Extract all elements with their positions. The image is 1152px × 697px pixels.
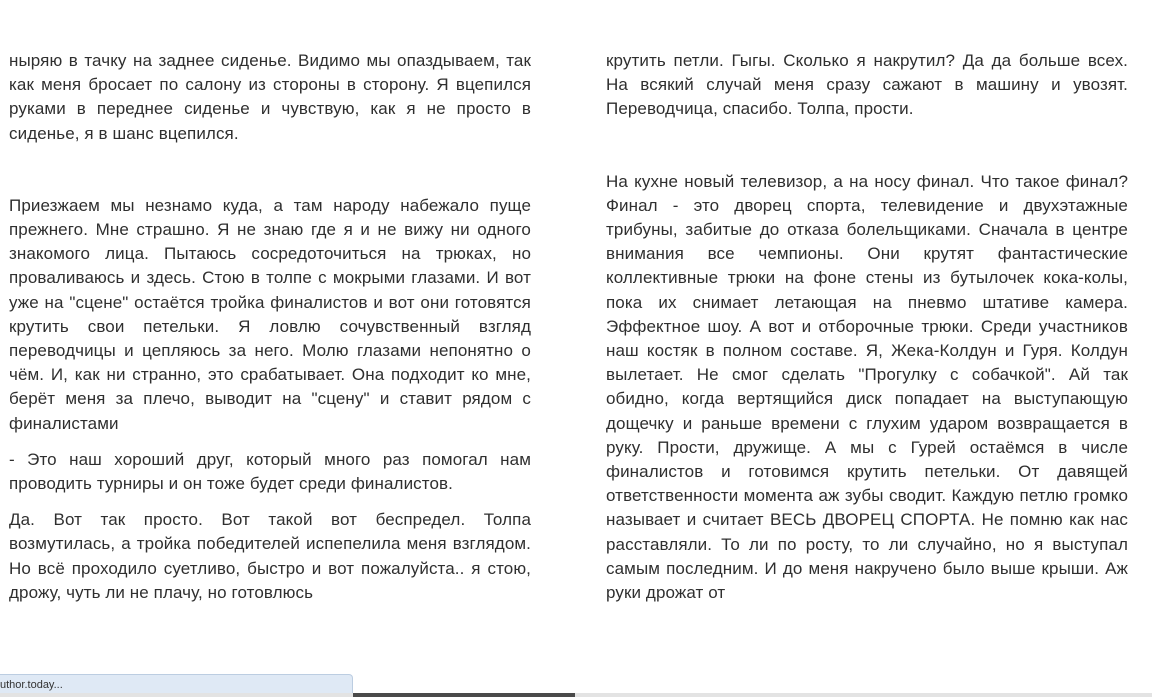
right-text-column [606, 49, 1128, 605]
left-text-column [9, 49, 531, 605]
horizontal-scrollbar-track[interactable] [0, 693, 1152, 697]
paragraph: крутить петли. Гыгы. Сколько я накрутил? Да да больше всех. На всякий случай меня сразу сажают в машину и увозят. Переводчица, спасибо. Толпа, прости. [606, 51, 1128, 119]
paragraph: Приезжаем мы незнамо куда, а там народу набежало пуще прежнего. Мне страшно. Я не знаю где я и не вижу ни одного знакомого лица. Пытаюсь сосредоточиться на трюках, но проваливаюсь и здесь. Стою в толпе с мокрыми глазами. И вот уже на "сцене" остаётся тройка финалистов и вот они готовятся крутить свои петельки. Я ловлю сочувственный взгляд переводчицы и цепляюсь за него. Молю глазами непонятно о чём. И, как ни странно, это срабатывает. Она подходит ко мне, берёт меня за плечо, выводит на "сцену" и ставит рядом с финалистами [9, 195, 531, 433]
horizontal-scrollbar-thumb[interactable] [353, 693, 575, 697]
paragraph: ныряю в тачку на заднее сиденье. Видимо мы опаздываем, так как меня бросает по салону из стороны в сторону. Я вцепился руками в переднее сиденье и чувствую, как я не просто в сиденье, я в шанс вцепился. [9, 51, 531, 143]
paragraph: - Это наш хороший друг, который много раз помогал нам проводить турниры и он тоже будет среди финалистов. [9, 449, 531, 494]
paragraph: На кухне новый телевизор, а на носу финал. Что такое финал? Финал - это дворец спорта, телевидение и двухэтажные трибуны, забитые до отказа болельщиками. Сначала в центре внимания все чемпионы. Они крутят фантастические коллективные трюки на фоне стены из бутылочек кока-колы, пока их снимает летающая на пневмо штативе камера. Эффектное шоу. А вот и отборочные трюки. Среди участников наш костяк в полном составе. Я, Жека-Колдун и Гуря. Колдун вылетает. Не смог сделать "Прогулку с собачкой". Ай так обидно, когда вертящийся диск попадает на выступающую дощечку и раньше времени с глухим ударом возвращается в руку. Прости, дружище. А мы с Гурей остаёмся в числе финалистов и готовимся крутить петельки. От давящей ответственности момента аж зубы сводит. Каждую петлю громко называет и считает ВЕСЬ ДВОРЕЦ СПОРТА. Не помню как нас расставляли. То ли по росту, то ли случайно, но я выступал самым последним. И до меня накручено было выше крыши. Аж руки дрожат от [606, 171, 1128, 603]
paragraph: Да. Вот так просто. Вот такой вот беспредел. Толпа возмутилась, а тройка победителей испепелила меня взглядом. Но всё проходило суетливо, быстро и вот пожалуйста.. я стою, дрожу, чуть ли не плачу, но готовлюсь [9, 510, 531, 602]
status-url-text: uthor.today... [0, 679, 63, 691]
